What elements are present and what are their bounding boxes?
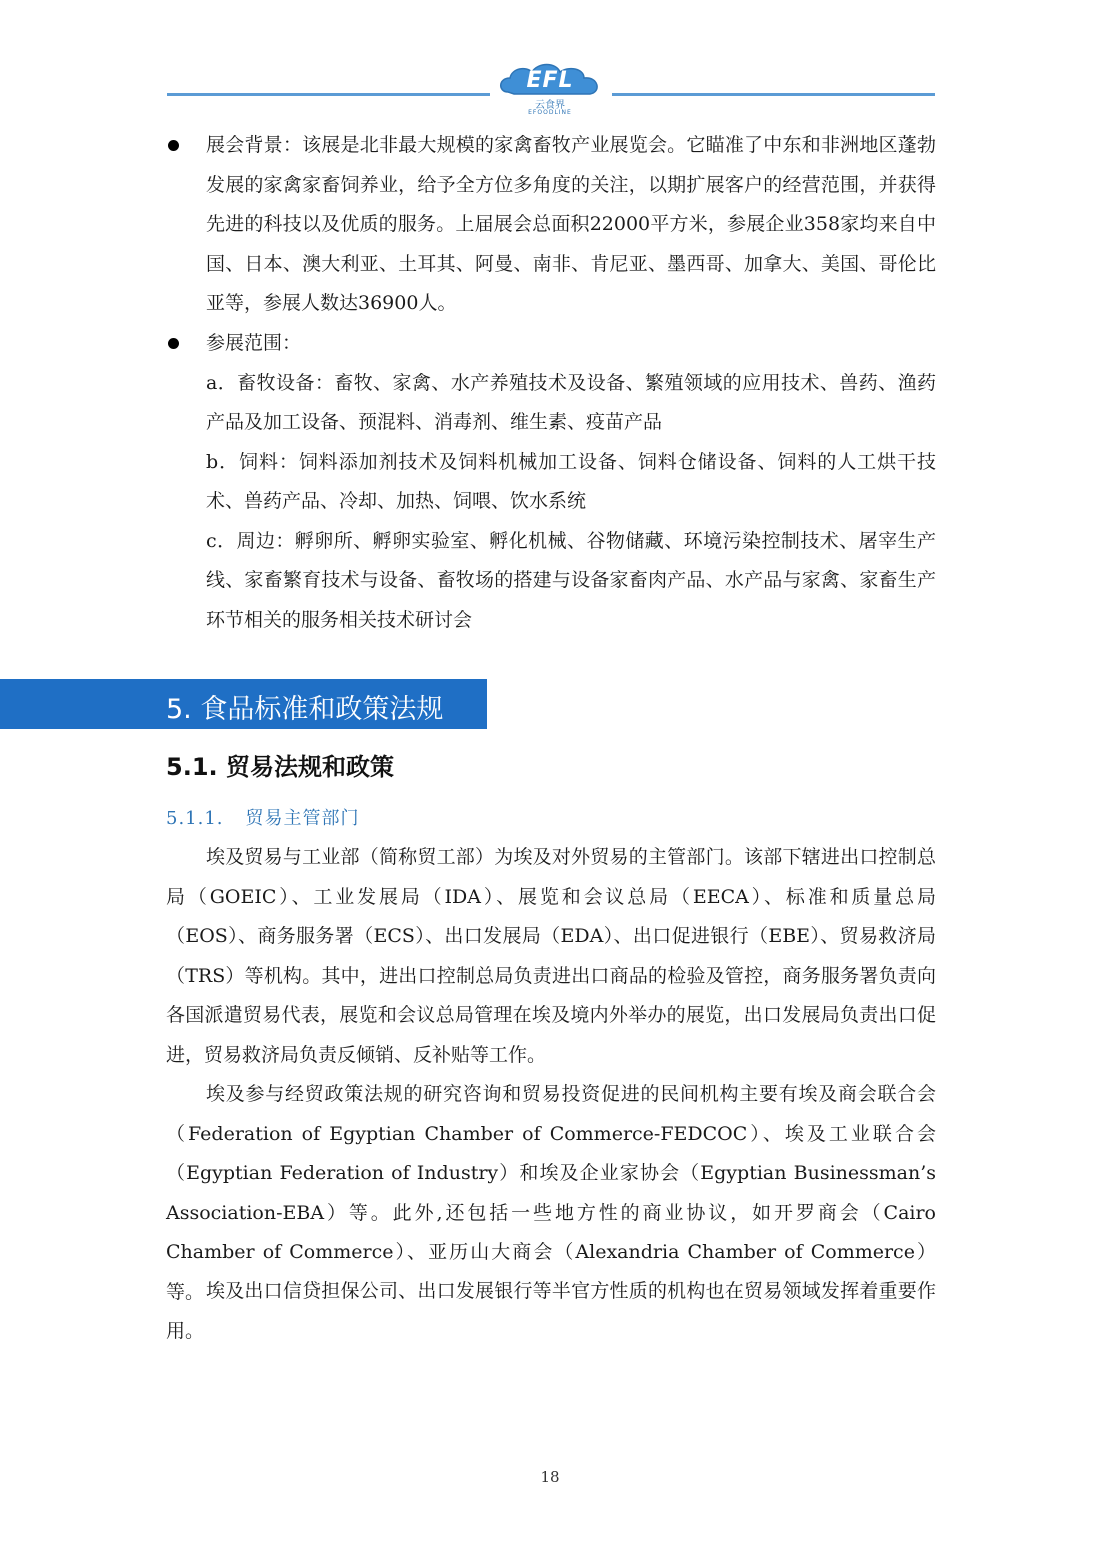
logo-chinese-name: 云食界 bbox=[535, 100, 565, 111]
paragraph-ministry: 埃及贸易与工业部（简称贸工部）为埃及对外贸易的主管部门。该部下辖进出口控制总局（GOEIC）、工业发展局（IDA）、展览和会议总局（EECA）、标准和质量总局（EOS）、商务服务署（ECS）、出口发展局（EDA）、出口促进银行（EBE）、贸易救济局（TRS）等机构。其中，进出口控制总局负责进出口商品的检验及管控，商务服务署负责向各国派遣贸易代表，展览和会议总局管理在埃及境内外举办的展览，出口发展局负责出口促进，贸易救济局负责反倾销、反补贴等工作。 bbox=[166, 846, 936, 1066]
bullet-dot-icon bbox=[168, 338, 179, 349]
scope-item-a: a．畜牧设备：畜牧、家禽、水产养殖技术及设备、繁殖领域的应用技术、兽药、渔药产品及加工设备、预混料、消毒剂、维生素、疫苗产品 bbox=[206, 371, 936, 433]
bullet-exhibition-background bbox=[166, 126, 936, 324]
sub-subsection-heading bbox=[166, 804, 360, 830]
efl-logo bbox=[494, 60, 606, 122]
sub-subsection-number: 5.1.1. bbox=[166, 808, 224, 829]
header-rule-left bbox=[167, 93, 490, 96]
subsection-heading: 5.1. 贸易法规和政策 bbox=[166, 753, 394, 781]
paragraph-private-institutions: 埃及参与经贸政策法规的研究咨询和贸易投资促进的民间机构主要有埃及商会联合会（Federation of Egyptian Chamber of Commerce-FEDCOC）、埃及工业联合会（Egyptian Federation of Industry）和埃及企业家协会（Egyptian Businessman’s Association-EBA）等。此外,还包括一些地方性的商业协议，如开罗商会（Cairo Chamber of Commerce）、亚历山大商会（Alexandria Chamber of Commerce）等。 bbox=[166, 1083, 936, 1303]
scope-item-c: c．周边：孵卵所、孵卵实验室、孵化机械、谷物储藏、环境污染控制技术、屠宰生产线、家畜繁育技术与设备、畜牧场的搭建与设备家畜肉产品、水产品与家禽、家畜生产环节相关的服务相关技术研讨会 bbox=[206, 529, 936, 631]
section-title: 5. 食品标准和政策法规 bbox=[166, 694, 444, 725]
header-rule-right bbox=[612, 93, 935, 96]
scope-item-b: b．饲料：饲料添加剂技术及饲料机械加工设备、饲料仓储设备、饲料的人工烘干技术、兽药产品、冷却、加热、饲喂、饮水系统 bbox=[206, 450, 936, 512]
bullet-text: 展会背景：该展是北非最大规模的家禽畜牧产业展览会。它瞄准了中东和非洲地区蓬勃发展的家禽家畜饲养业，给予全方位多角度的关注，以期扩展客户的经营范围，并获得先进的科技以及优质的服务。上届展会总面积22000平方米，参展企业358家均来自中国、日本、澳大利亚、土耳其、阿曼、南非、肯尼亚、墨西哥、加拿大、美国、哥伦比亚等，参展人数达36900人。 bbox=[206, 134, 936, 314]
bullet-exhibition-scope bbox=[166, 324, 936, 640]
paragraph-semi-official: 埃及出口信贷担保公司、出口发展银行等半官方性质的机构也在贸易领域发挥着重要作用。 bbox=[166, 1280, 936, 1342]
logo-english-name: EFOODLINE bbox=[528, 109, 572, 116]
bullet-dot-icon bbox=[168, 140, 179, 151]
page-number: 18 bbox=[540, 1468, 560, 1486]
logo-wordmark: EFL bbox=[526, 68, 574, 93]
sub-subsection-title: 贸易主管部门 bbox=[245, 808, 360, 829]
bullet-text: 参展范围： bbox=[206, 332, 302, 354]
section-banner bbox=[0, 679, 487, 729]
